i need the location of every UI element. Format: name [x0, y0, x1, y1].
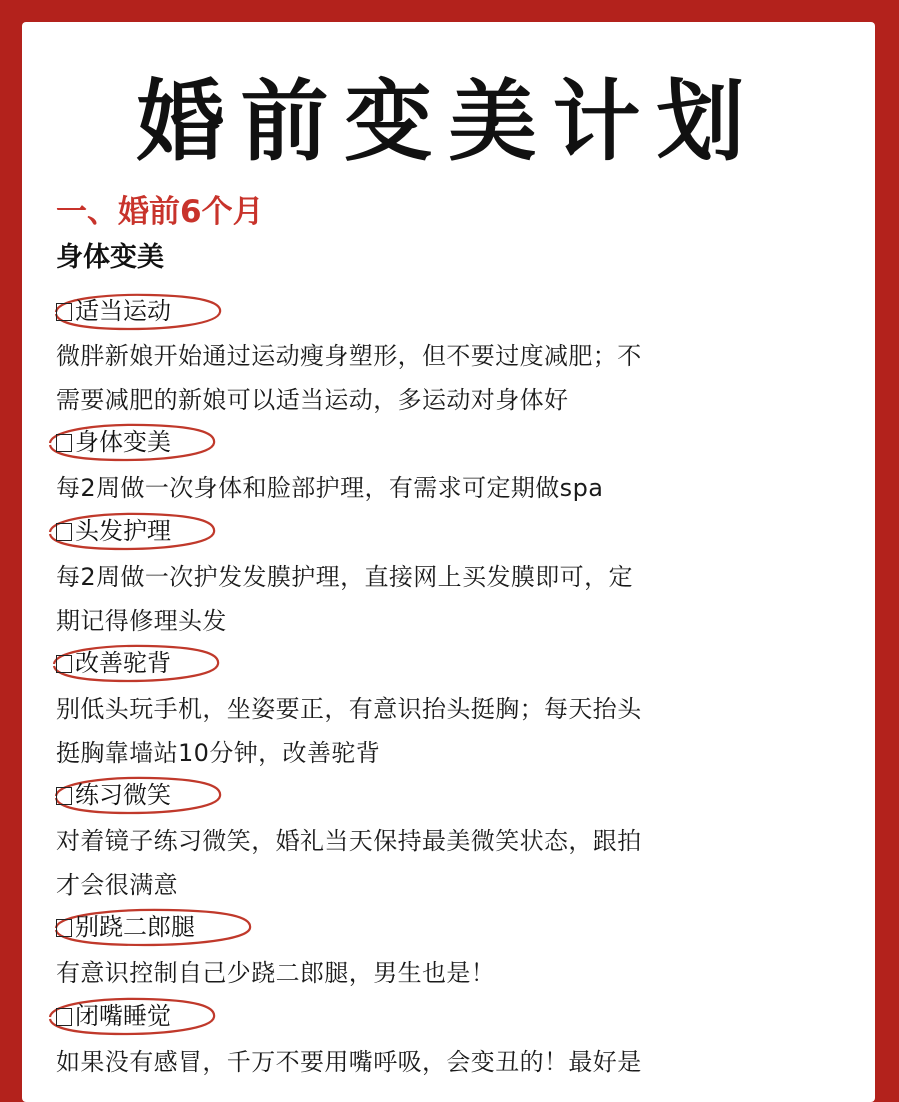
checklist-item-5[interactable]	[56, 777, 171, 813]
item-description-6	[56, 951, 716, 995]
checklist-item-3[interactable]	[56, 513, 171, 549]
checkbox-empty-icon[interactable]	[56, 434, 72, 452]
item-description-4	[56, 687, 716, 775]
checkbox-empty-icon[interactable]	[56, 787, 72, 805]
checklist-item-label: 头发护理	[75, 517, 171, 545]
section-heading: 一、婚前6个月	[56, 194, 264, 230]
page-sheet	[22, 22, 875, 1102]
checkbox-empty-icon[interactable]	[56, 655, 72, 673]
item-description-5	[56, 819, 716, 907]
checkbox-empty-icon[interactable]	[56, 919, 72, 937]
description-line: 才会很满意	[56, 871, 178, 899]
description-line: 微胖新娘开始通过运动瘦身塑形，但不要过度减肥；不	[56, 342, 642, 370]
item-description-3	[56, 555, 716, 643]
description-line: 对着镜子练习微笑，婚礼当天保持最美微笑状态，跟拍	[56, 827, 642, 855]
checklist-item-2[interactable]	[56, 424, 171, 460]
item-description-7	[56, 1040, 716, 1084]
description-line: 挺胸靠墙站10分钟，改善驼背	[56, 739, 381, 767]
checklist-item-6[interactable]	[56, 909, 195, 945]
checklist-item-1[interactable]	[56, 293, 171, 329]
page-title: 婚前变美计划	[136, 70, 761, 173]
checklist-item-label: 别跷二郎腿	[75, 913, 195, 941]
checkbox-empty-icon[interactable]	[56, 1008, 72, 1026]
checklist-item-label: 适当运动	[75, 297, 171, 325]
description-line: 如果没有感冒，千万不要用嘴呼吸，会变丑的！最好是	[56, 1048, 642, 1076]
description-line: 期记得修理头发	[56, 607, 227, 635]
checklist-item-label: 改善驼背	[75, 649, 171, 677]
checklist-item-label: 闭嘴睡觉	[75, 1002, 171, 1030]
description-line: 有意识控制自己少跷二郎腿，男生也是！	[56, 959, 496, 987]
checklist-item-label: 练习微笑	[75, 781, 171, 809]
description-line: 每2周做一次身体和脸部护理，有需求可定期做spa	[56, 474, 604, 502]
description-line: 需要减肥的新娘可以适当运动，多运动对身体好	[56, 386, 569, 414]
description-line: 每2周做一次护发发膜护理，直接网上买发膜即可，定	[56, 563, 633, 591]
item-description-1	[56, 334, 716, 422]
section-subheading: 身体变美	[56, 242, 164, 273]
checklist-item-label: 身体变美	[75, 428, 171, 456]
checklist-item-4[interactable]	[56, 645, 171, 681]
checkbox-empty-icon[interactable]	[56, 523, 72, 541]
checklist-item-7[interactable]	[56, 998, 171, 1034]
item-description-2	[56, 466, 716, 510]
checkbox-empty-icon[interactable]	[56, 303, 72, 321]
description-line: 别低头玩手机，坐姿要正，有意识抬头挺胸；每天抬头	[56, 695, 642, 723]
